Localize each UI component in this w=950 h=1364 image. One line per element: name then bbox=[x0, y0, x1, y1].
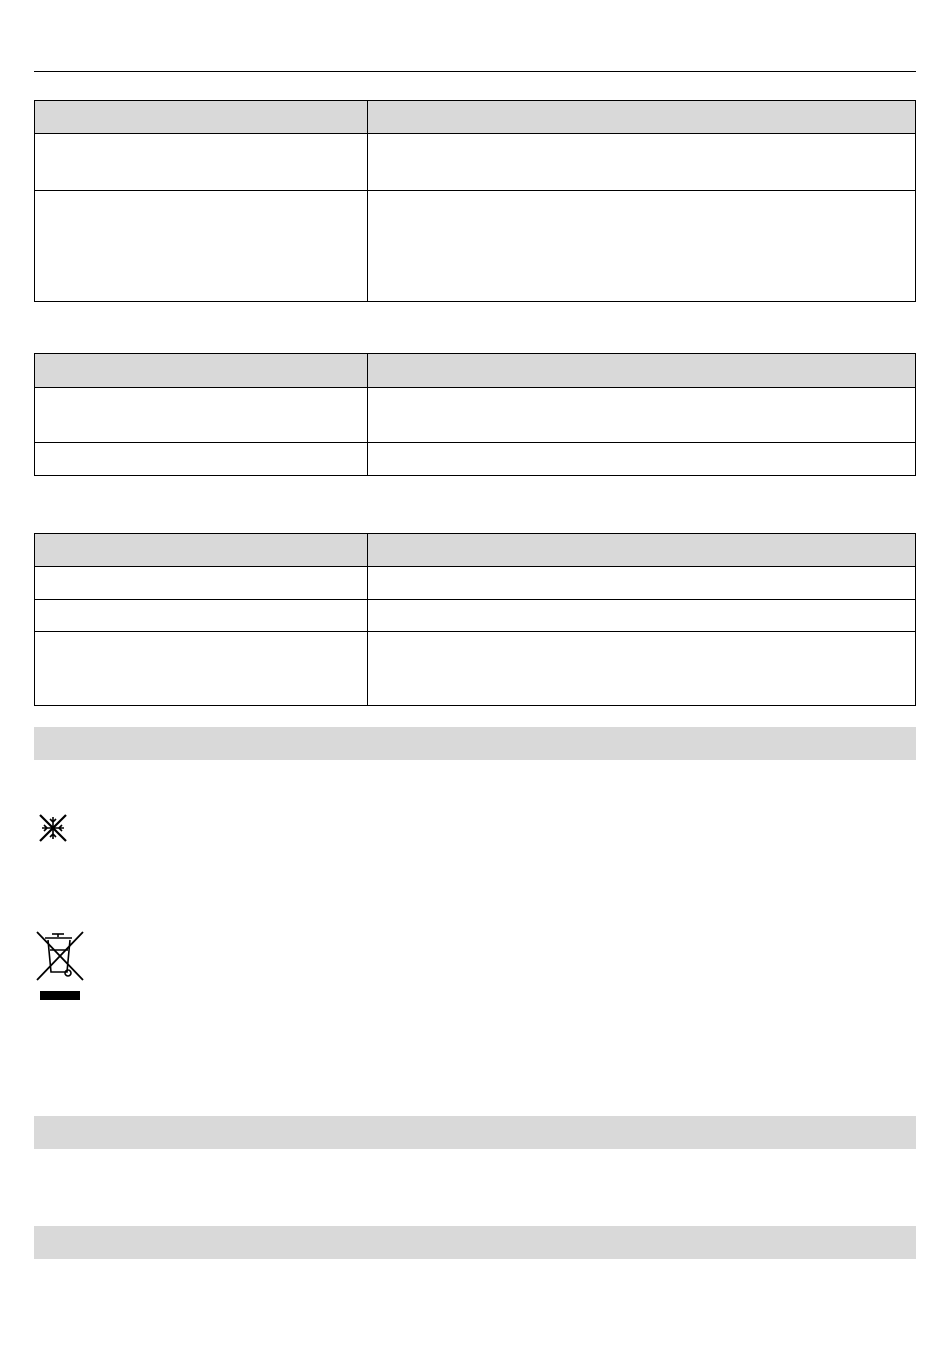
section-band-2 bbox=[34, 1116, 916, 1149]
table-cell bbox=[368, 354, 916, 388]
table-header-row bbox=[35, 101, 916, 134]
table-cell bbox=[35, 191, 368, 302]
table-cell bbox=[35, 134, 368, 191]
table-row bbox=[35, 632, 916, 706]
table-row bbox=[35, 388, 916, 443]
table-cell bbox=[368, 101, 916, 134]
table-cell bbox=[368, 134, 916, 191]
table-cell bbox=[35, 534, 368, 567]
table-cell bbox=[35, 632, 368, 706]
table-cell bbox=[35, 567, 368, 600]
table-2 bbox=[34, 353, 916, 476]
section-band-3 bbox=[34, 1226, 916, 1259]
table-cell bbox=[368, 632, 916, 706]
table-row bbox=[35, 134, 916, 191]
table-cell bbox=[35, 354, 368, 388]
table-cell bbox=[368, 388, 916, 443]
table-1 bbox=[34, 100, 916, 302]
table-row bbox=[35, 600, 916, 632]
table-row bbox=[35, 191, 916, 302]
table-3 bbox=[34, 533, 916, 706]
table-cell bbox=[368, 443, 916, 476]
table-cell bbox=[368, 600, 916, 632]
table-cell bbox=[35, 443, 368, 476]
table-cell bbox=[35, 600, 368, 632]
crossed-out-wheelie-bin-icon bbox=[34, 930, 88, 1002]
table-row bbox=[35, 567, 916, 600]
table-header-row bbox=[35, 354, 916, 388]
no-freeze-icon bbox=[38, 813, 68, 843]
table-header-row bbox=[35, 534, 916, 567]
table-row bbox=[35, 443, 916, 476]
table-cell bbox=[368, 534, 916, 567]
section-band-1 bbox=[34, 727, 916, 760]
table-cell bbox=[35, 101, 368, 134]
table-cell bbox=[368, 191, 916, 302]
header-rule bbox=[34, 71, 916, 72]
table-cell bbox=[35, 388, 368, 443]
table-cell bbox=[368, 567, 916, 600]
